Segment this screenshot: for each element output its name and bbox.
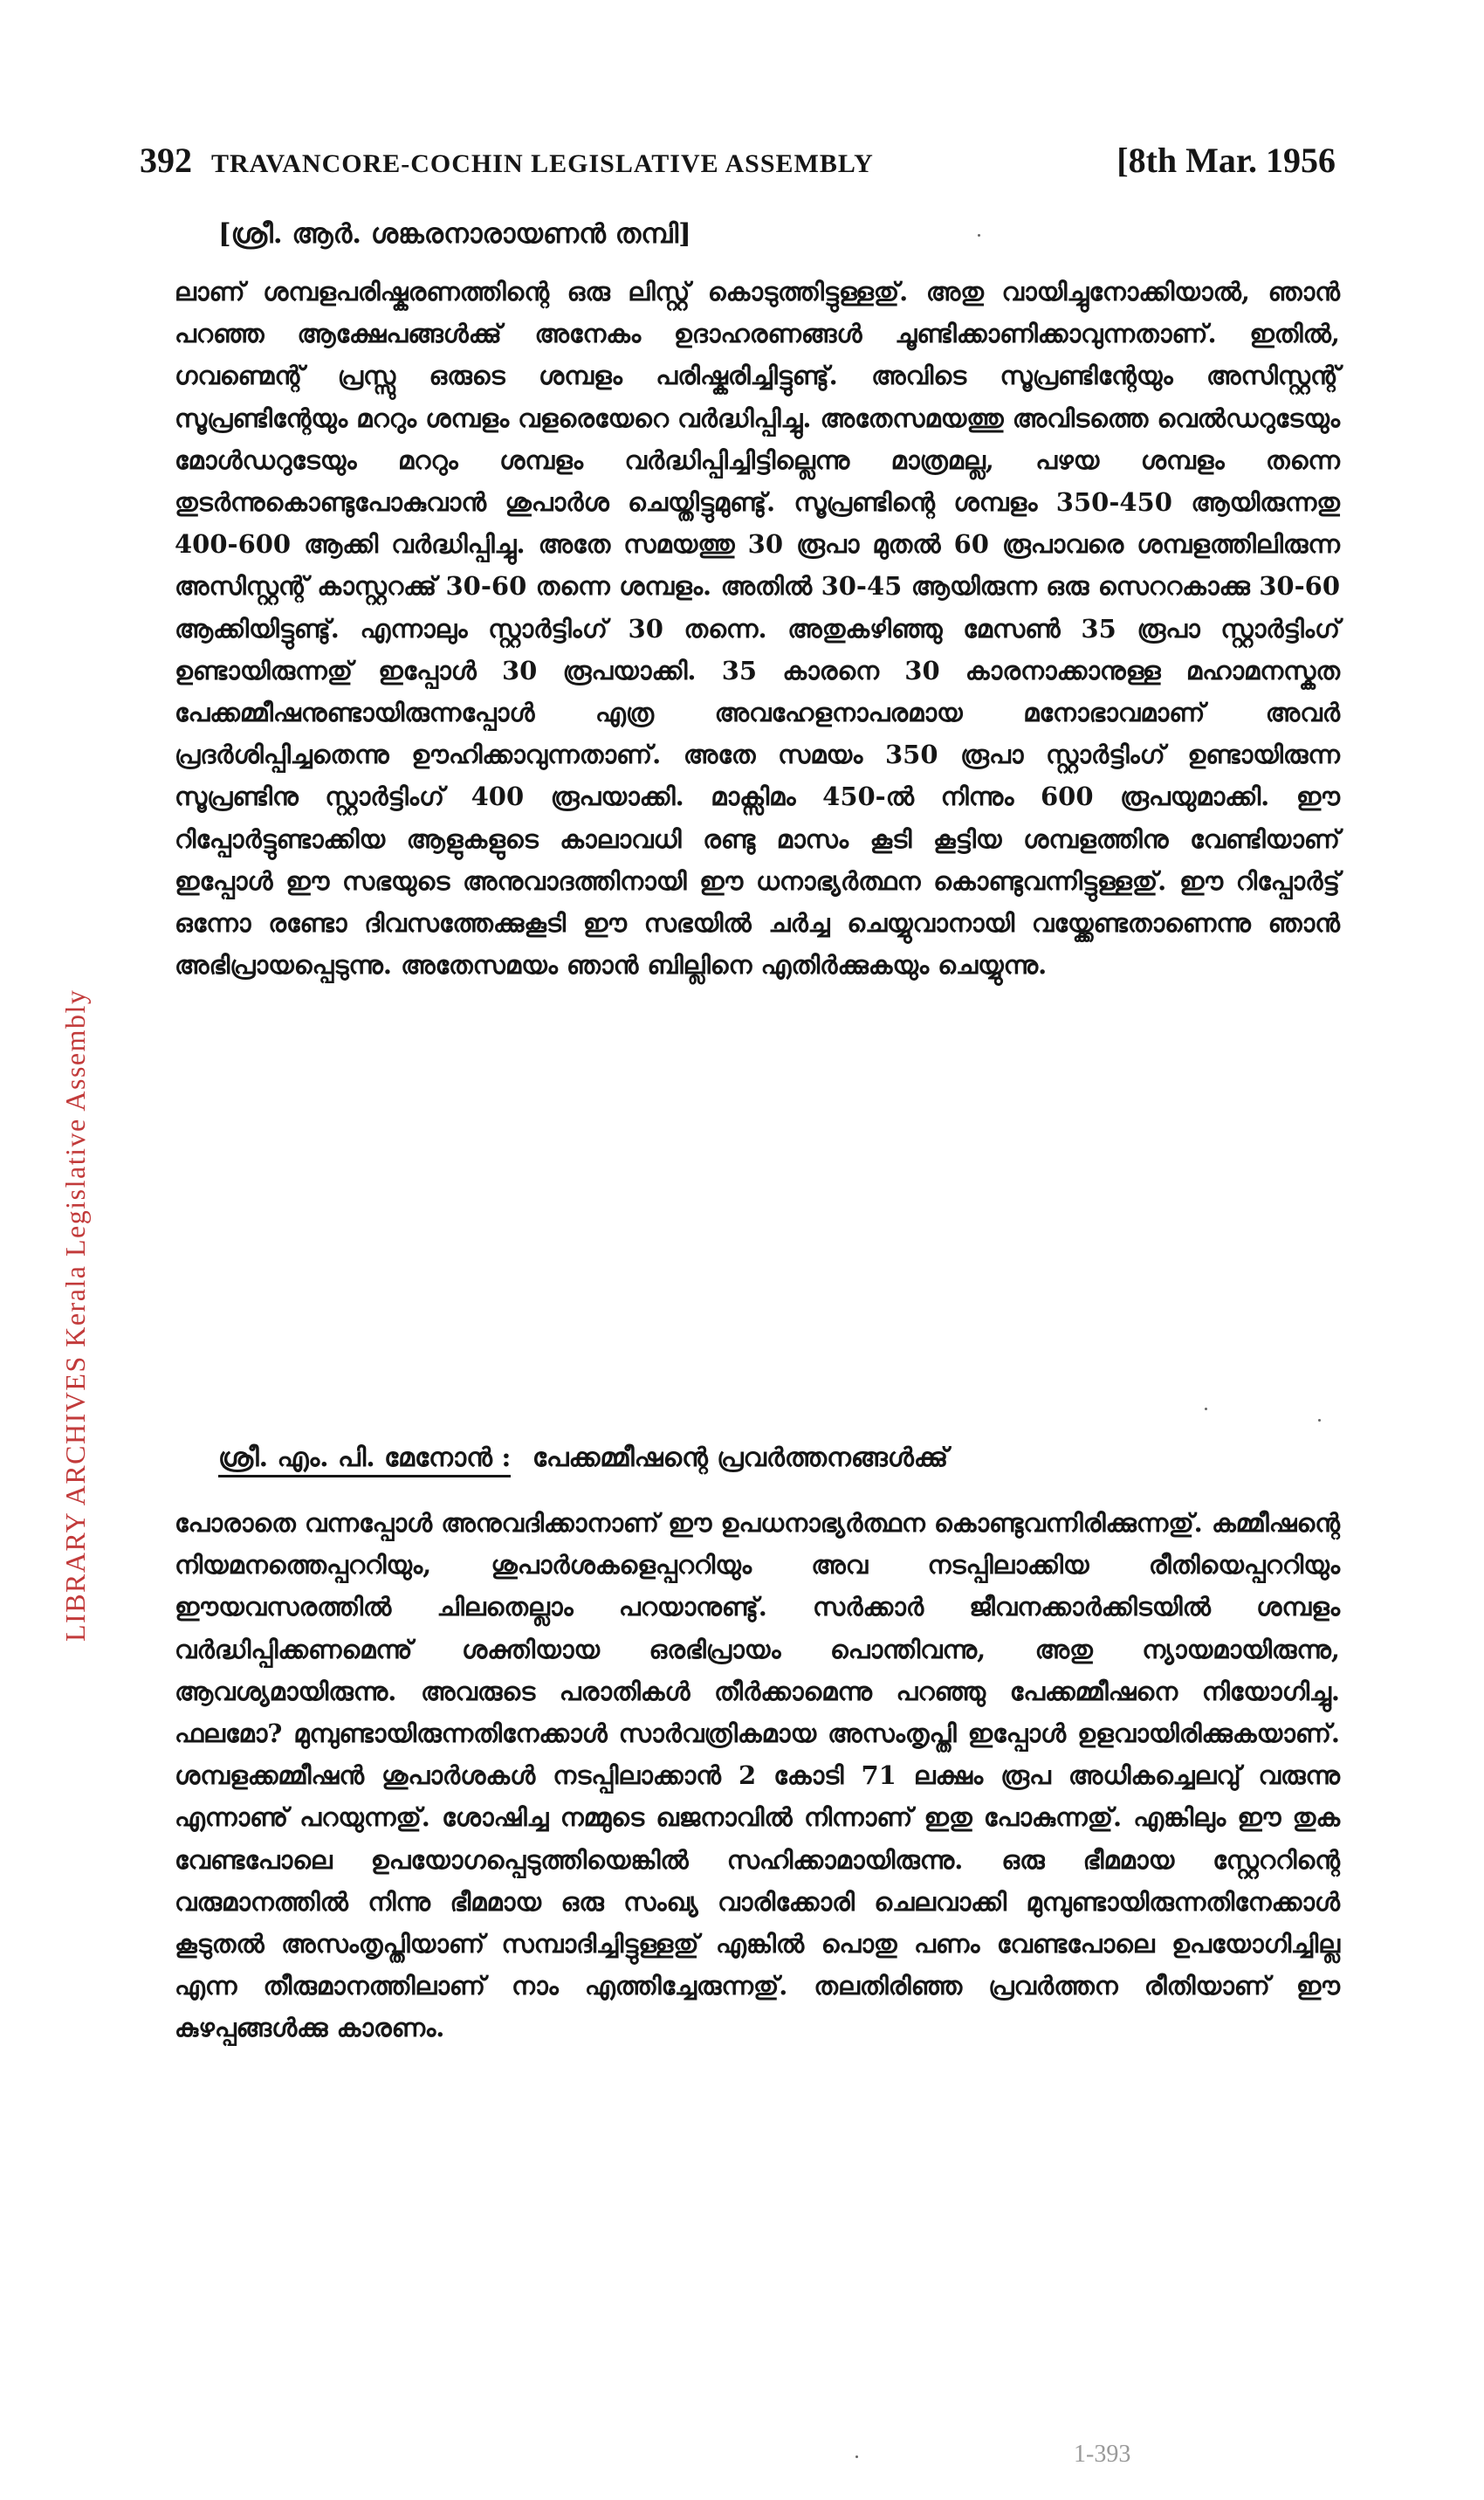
scan-speck (978, 234, 980, 237)
footer-mark: 1-393 (1074, 2441, 1131, 2468)
scan-speck (1205, 1408, 1207, 1410)
speech-paragraph-1: ലാണ് ശമ്പളപരിഷ്കരണത്തിന്റെ ഒരു ലിസ്റ്റ് കൊടുത്തിട്ടുള്ളതു്. അതു വായിച്ചുനോക്കിയാൽ, ഞാൻ പറഞ്ഞ ആക്ഷേപങ്ങൾക്കു് അനേകം ഉദാഹരണങ്ങൾ ചൂണ്ടിക്കാണിക്കാവുന്നതാണ്. ഇതിൽ, ഗവണ്മെന്റ് പ്രസ്സു ഒരുടെ ശമ്പളം പരിഷ്കരിച്ചിട്ടുണ്ടു്. അവിടെ സൂപ്രണ്ടിന്റേയും അസിസ്റ്റന്റ് സൂപ്രണ്ടിന്റേയും മററും ശമ്പളം വളരെയേറെ വർദ്ധിപ്പിച്ചു. അതേസമയത്തു അവിടത്തെ വെൽഡറുടേയും മോൾഡറുടേയും മററും ശമ്പളം വർദ്ധിപ്പിച്ചിട്ടില്ലെന്നു മാത്രമല്ല, പഴയ ശമ്പളം തന്നെ തുടർന്നുകൊണ്ടുപോകുവാൻ ശുപാർശ ചെയ്തിട്ടുമുണ്ടു്. സൂപ്രണ്ടിന്റെ ശമ്പളം 350-450 ആയിരുന്നതു 400-600 ആക്കി വർദ്ധിപ്പിച്ചു. അതേ സമയത്തു 30 രൂപാ മുതൽ 60 രൂപാവരെ ശമ്പളത്തിലിരുന്ന അസിസ്റ്റന്റ് കാസ്റ്ററക്കു് 30-60 തന്നെ ശമ്പളം. അതിൽ 30-45 ആയിരുന്ന ഒരു സെററകാക്കു 30-60 ആക്കിയിട്ടുണ്ടു്. എന്നാലും സ്റ്റാർട്ടിംഗ് 30 തന്നെ. അതുകഴിഞ്ഞു മേസൺ 35 രൂപാ സ്റ്റാർട്ടിംഗ് ഉണ്ടായിരുന്നതു് ഇപ്പോൾ 30 രൂപയാക്കി. 35 കാരനെ 30 കാരനാക്കാനുള്ള മഹാമനസ്കത പേക്കമ്മീഷനുണ്ടായിരുന്നപ്പോൾ എത്ര അവഹേളനാപരമായ മനോഭാവമാണ് അവർ പ്രദർശിപ്പിച്ചതെന്നു ഊഹിക്കാവുന്നതാണ്. അതേ സമയം 350 രൂപാ സ്റ്റാർട്ടിംഗ് ഉണ്ടായിരുന്ന സൂപ്രണ്ടിനു സ്റ്റാർട്ടിംഗ് 400 രൂപയാക്കി. മാക്സിമം 450-ൽ നിന്നും 600 രൂപയുമാക്കി. ഈ റിപ്പോർട്ടുണ്ടാക്കിയ ആളുകളുടെ കാലാവധി രണ്ടു മാസം കൂടി കൂട്ടിയ ശമ്പളത്തിനു വേണ്ടിയാണ് ഇപ്പോൾ ഈ സഭയുടെ അനുവാദത്തിനായി ഈ ധനാഭ്യർത്ഥന കൊണ്ടുവന്നിട്ടുള്ളതു്. ഈ റിപ്പോർട്ട് ഒന്നോ രണ്ടോ ദിവസത്തേക്കുകൂടി ഈ സഭയിൽ ചർച്ച ചെയ്യുവാനായി വയ്ക്കേണ്ടതാണെന്നു ഞാൻ അഭിപ്രായപ്പെടുന്നു. അതേസമയം ഞാൻ ബില്ലിനെ എതിർക്കുകയും ചെയ്യുന്നു. (175, 277, 1340, 981)
speech-paragraph-2: പോരാതെ വന്നപ്പോൾ അനുവദിക്കാനാണ് ഈ ഉപധനാഭ്യർത്ഥന കൊണ്ടുവന്നിരിക്കുന്നതു്. കമ്മീഷന്റെ നിയമനത്തെപ്പററിയും, ശുപാർശകളെപ്പററിയും അവ നടപ്പിലാക്കിയ രീതിയെപ്പററിയും ഈയവസരത്തിൽ ചിലതെല്ലാം പറയാനുണ്ടു്. സർക്കാർ ജീവനക്കാർക്കിടയിൽ ശമ്പളം വർദ്ധിപ്പിക്കണമെന്നു് ശക്തിയായ ഒരഭിപ്രായം പൊന്തിവന്നു, അതു ന്യായമായിരുന്നു, ആവശ്യമായിരുന്നു. അവരുടെ പരാതികൾ തീർക്കാമെന്നു പറഞ്ഞു പേക്കമ്മീഷനെ നിയോഗിച്ചു. ഫലമോ? മുമ്പുണ്ടായിരുന്നതിനേക്കാൾ സാർവത്രികമായ അസംതൃപ്തി ഇപ്പോൾ ഉളവായിരിക്കുകയാണ്. ശമ്പളക്കമ്മീഷൻ ശുപാർശകൾ നടപ്പിലാക്കാൻ 2 കോടി 71 ലക്ഷം രൂപ അധികച്ചെലവു് വരുന്നു എന്നാണു് പറയുന്നതു്. ശോഷിച്ച നമ്മുടെ ഖജനാവിൽ നിന്നാണ് ഇതു പോകുന്നതു്. എങ്കിലും ഈ തുക വേണ്ടപോലെ ഉപയോഗപ്പെടുത്തിയെങ്കിൽ സഹിക്കാമായിരുന്നു. ഒരു ഭീമമായ സ്റ്റേററിന്റെ വരുമാനത്തിൽ നിന്നു ഭീമമായ ഒരു സംഖ്യ വാരിക്കോരി ചെലവാക്കി മുമ്പുണ്ടായിരുന്നതിനേക്കാൾ കൂടുതൽ അസംതൃപ്തിയാണ് സമ്പാദിച്ചിട്ടുള്ളതു് എങ്കിൽ പൊതു പണം വേണ്ടപോലെ ഉപയോഗിച്ചില്ല എന്ന തീരുമാനത്തിലാണ് നാം എത്തിച്ചേരുന്നതു്. തലതിരിഞ്ഞ പ്രവർത്തന രീതിയാണ് ഈ കുഴപ്പങ്ങൾക്കു കാരണം. (175, 1508, 1340, 2043)
speaker-line-2 (218, 1443, 1340, 1486)
page-header (140, 140, 1336, 192)
session-date: [8th Mar. 1956 (1116, 141, 1336, 180)
speaker-name-2: ശ്രീ. എം. പി. മേനോൻ : (218, 1443, 511, 1477)
scan-speck (1318, 1419, 1321, 1422)
continued-speaker-label: [ശ്രീ. ആർ. ശങ്കരനാരായണൻ തമ്പി] (218, 218, 691, 250)
page-number: 392 (140, 141, 192, 180)
scan-speck (855, 2455, 858, 2458)
archive-stamp: LIBRARY ARCHIVES Kerala Legislative Assembly (59, 988, 91, 1642)
journal-title: TRAVANCORE-COCHIN LEGISLATIVE ASSEMBLY (211, 149, 874, 178)
speech-opening-2: പേക്കമ്മീഷന്റെ പ്രവർത്തനങ്ങൾക്കു് (532, 1443, 949, 1473)
